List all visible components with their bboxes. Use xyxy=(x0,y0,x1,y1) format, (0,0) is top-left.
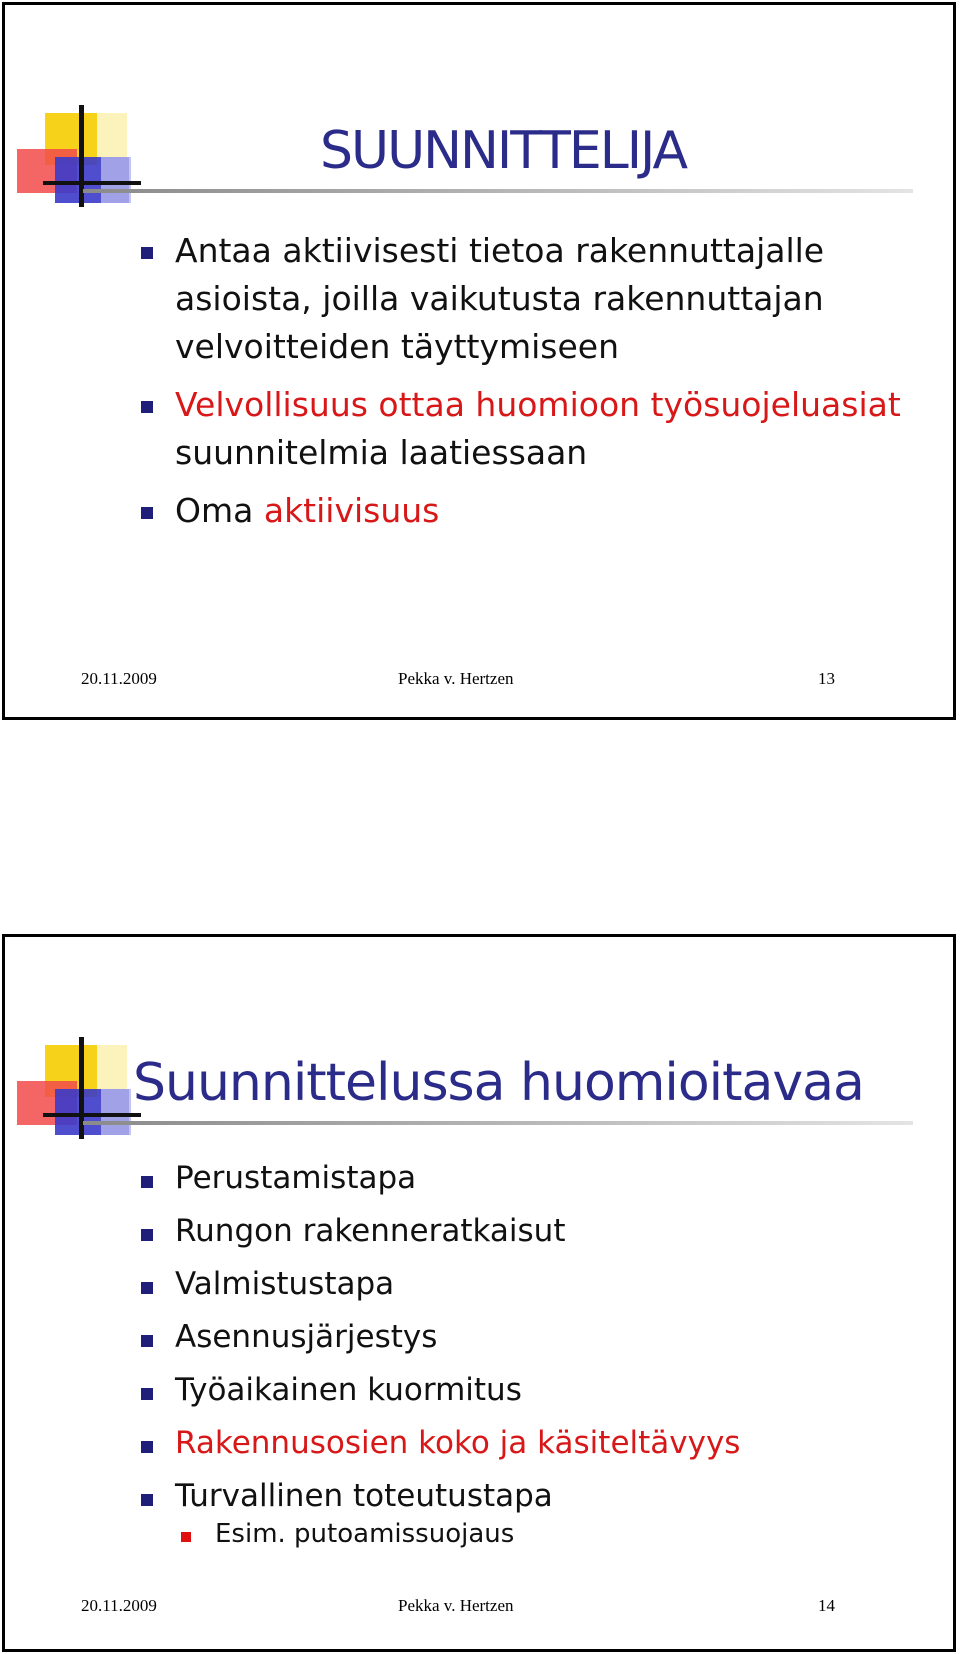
bullet-square-icon xyxy=(141,1282,153,1294)
title-underline xyxy=(83,189,913,193)
list-item: Rungon rakenneratkaisut xyxy=(133,1212,740,1250)
slide-logo-icon xyxy=(15,1037,145,1147)
slide-title: SUUNNITTELIJA xyxy=(320,121,687,181)
list-item: Turvallinen toteutustapa xyxy=(133,1477,740,1515)
list-item: Antaa aktiivisesti tietoa rakennuttajalle asioista, joilla vaikutusta rakennuttajan velvoitteiden täyttymiseen xyxy=(133,227,955,371)
footer-date: 20.11.2009 xyxy=(81,1596,157,1615)
list-item: Työaikainen kuormitus xyxy=(133,1371,740,1409)
list-item: Rakennusosien koko ja käsiteltävyys xyxy=(133,1424,740,1462)
footer-page-number: 14 xyxy=(818,1596,835,1615)
list-item: Asennusjärjestys xyxy=(133,1318,740,1356)
list-item: Valmistustapa xyxy=(133,1265,740,1303)
footer-author: Pekka v. Hertzen xyxy=(398,1596,514,1615)
list-item: Velvollisuus ottaa huomioon työsuojeluasiat suunnitelmia laatiessaan xyxy=(133,381,955,477)
bullet-list xyxy=(133,1159,740,1565)
bullet-square-icon xyxy=(141,1494,153,1506)
bullet-square-icon xyxy=(141,1176,153,1188)
sub-list-item: Esim. putoamissuojaus xyxy=(133,1518,740,1550)
bullet-square-icon xyxy=(141,401,153,413)
slide-14 xyxy=(2,934,956,1652)
footer-page-number: 13 xyxy=(818,669,835,688)
bullet-square-icon xyxy=(141,247,153,259)
slide-13 xyxy=(2,2,956,720)
list-item: Perustamistapa xyxy=(133,1159,740,1197)
footer-author: Pekka v. Hertzen xyxy=(398,669,514,688)
bullet-list xyxy=(133,227,955,545)
slide-title: Suunnittelussa huomioitavaa xyxy=(133,1053,864,1113)
bullet-square-icon xyxy=(181,1532,191,1542)
bullet-square-icon xyxy=(141,1229,153,1241)
slide-logo-icon xyxy=(15,105,145,215)
title-underline xyxy=(83,1121,913,1125)
bullet-square-icon xyxy=(141,1388,153,1400)
bullet-square-icon xyxy=(141,1441,153,1453)
bullet-square-icon xyxy=(141,507,153,519)
footer-date: 20.11.2009 xyxy=(81,669,157,688)
bullet-square-icon xyxy=(141,1335,153,1347)
list-item: Oma aktiivisuus xyxy=(133,487,955,535)
